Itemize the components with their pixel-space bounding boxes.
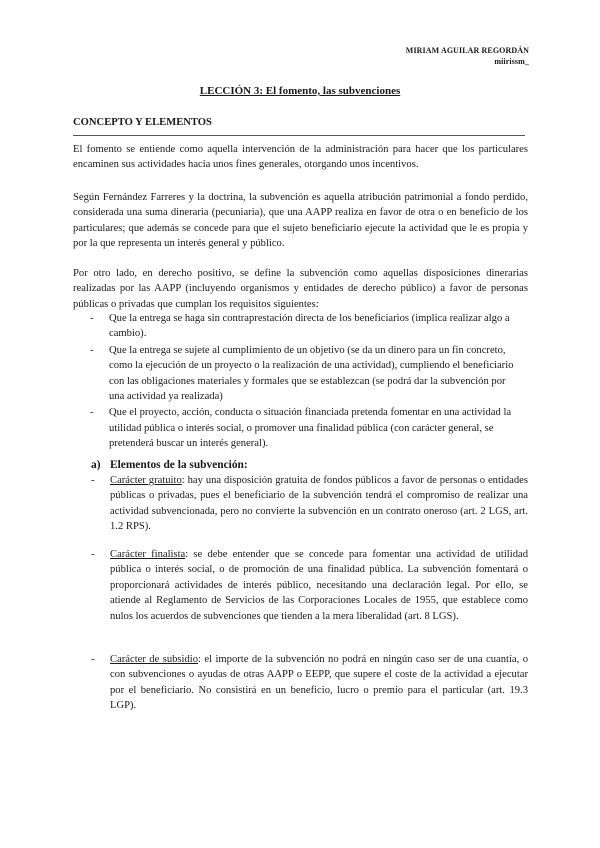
author-name: MIRIAM AGUILAR REGORDÁN <box>405 46 529 55</box>
section-divider <box>73 135 525 136</box>
paragraph-doctrina: Según Fernández Farreres y la doctrina, la subvención es aquella atribución patrimonial a fondo perdido, considerada una suma dineraria (pecuniaria), que una AAPP realiza en favor de otra o en beneficio de los particulares; que además se concede para que el sujeto beneficiario ejecute la actividad que le es propia y por la que representa un interés general y público. <box>73 192 528 250</box>
element-caracter-subsidio <box>91 652 528 714</box>
element-text: : se debe entender que se concede para fomentar una actividad de utilidad pública o interés social, o de promoción de una finalidad pública. La subvención fomentará o proporcionará actividades de interés público, necesitando una declaración legal. Por ello, se atiende al Reglamento de Servicios de las Corporaciones Locales de 1955, que establece como nulos los acuerdos de subvenciones que tienden a la mera liberalidad (art. 8 LGS). <box>110 549 528 622</box>
list-item <box>73 405 523 451</box>
requirement-text: Que el proyecto, acción, conducta o situación financiada pretenda fomentar en una actividad la utilidad pública o interés social, o promover una finalidad pública (con carácter general, se pretenderá buscar un interés general). <box>109 407 512 450</box>
element-term: Carácter gratuito <box>110 475 182 486</box>
list-dash: - <box>90 407 94 419</box>
paragraph-derecho-positivo: Por otro lado, en derecho positivo, se define la subvención como aquellas disposiciones dinerarias realizadas por las AAPP (incluyendo organismos y entidades de derecho público) a favor de personas públicas o privadas que cumplan los requisitos siguientes: <box>73 268 528 310</box>
list-item <box>73 311 523 342</box>
element-term: Carácter de subsidio <box>110 654 199 665</box>
subsection-marker: a) <box>91 459 101 471</box>
author-block <box>406 45 529 67</box>
element-caracter-finalista <box>91 547 528 624</box>
list-dash: - <box>91 654 95 665</box>
element-caracter-gratuito <box>91 473 528 535</box>
element-text: : el importe de la subvención no podrá en ningún caso ser de una cuantía, o con subvenciones o ayudas de otras AAPP o EEPP, que supere el coste de la actividad a ejecutar por el beneficiario. No consistirá en un beneficio, lucro o premio para el particular (art. 19.3 LGP). <box>110 654 528 712</box>
list-dash: - <box>90 313 94 324</box>
list-item <box>73 343 523 405</box>
element-term: Carácter finalista <box>110 549 186 560</box>
list-dash: - <box>90 344 94 356</box>
requirement-text: Que la entrega se haga sin contraprestación directa de los beneficiarios (implica realizar algo a cambio). <box>109 313 510 340</box>
author-handle: miirissm_ <box>494 57 529 66</box>
lesson-title: LECCIÓN 3: El fomento, las subvenciones <box>199 85 401 97</box>
list-dash: - <box>91 549 95 560</box>
element-text: : hay una disposición gratuita de fondos públicos a favor de personas o entidades públicas o privadas, pues el beneficiario de la subvención tendrá el compromiso de realizar una actividad subvencionada, pero no convierte la subvención en un contrato oneroso (art. 2 LGS, art. 1.2 RPS). <box>110 475 528 533</box>
subsection-title: Elementos de la subvención: <box>110 459 248 471</box>
paragraph-fomento: El fomento se entiende como aquella intervención de la administración para hacer que los particulares encaminen sus actividades hacia unos fines generales, otorgando unos incentivos. <box>73 144 528 171</box>
requirements-list <box>73 311 523 453</box>
section-heading: CONCEPTO Y ELEMENTOS <box>73 117 212 128</box>
subsection-heading <box>91 458 248 473</box>
requirement-text: Que la entrega se sujete al cumplimiento de un objetivo (se da un dinero para un fin concreto, como la ejecución de un proyecto o la realización de una actividad), cumpliendo el beneficiario con las obligaciones materiales y formales que se establezcan (se podrá dar la subvención por una actividad ya realizada) <box>109 344 514 403</box>
list-dash: - <box>91 475 95 486</box>
